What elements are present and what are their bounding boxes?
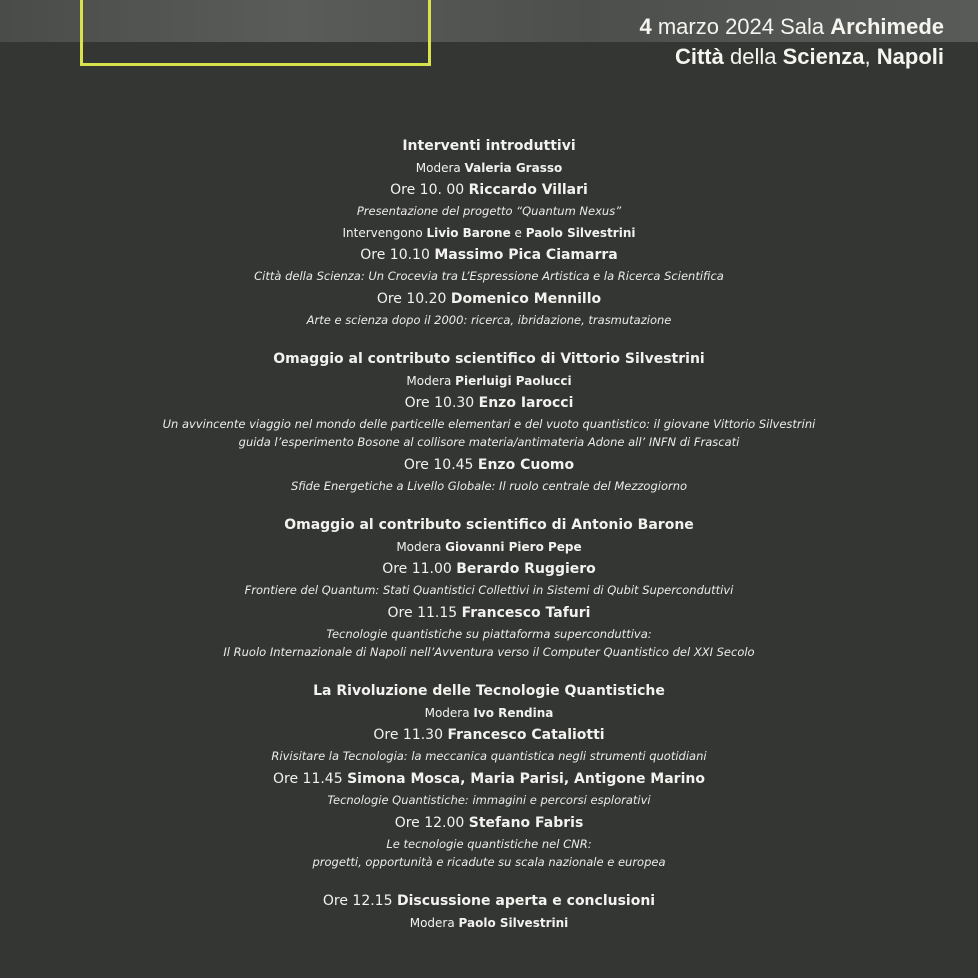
talk-speaker: Simona Mosca, Maria Parisi, Antigone Marino	[347, 771, 705, 787]
talk-title: Città della Scienza: Un Crocevia tra L’Espressione Artistica e la Ricerca Scientifica	[254, 269, 724, 283]
intro-label: Intervengono	[342, 226, 427, 240]
talk-title	[0, 835, 978, 871]
talk-title-line: Un avvincente viaggio nel mondo delle particelle elementari e del vuoto quantistico: il giovane Vittorio Silvestrini	[162, 417, 816, 431]
location-separator: ,	[864, 44, 877, 69]
speakers-intro	[0, 223, 978, 244]
talk-time: Ore 10.10	[360, 247, 435, 263]
talk-slot	[0, 724, 978, 747]
talk-title-line: progetti, opportunità e ricadute su scala nazionale e europea	[312, 855, 666, 869]
talk-title-line: Il Ruolo Internazionale di Napoli nell’Avventura verso il Computer Quantistico del XXI Secolo	[223, 645, 755, 659]
event-date-line	[639, 12, 944, 42]
talk-speaker: Berardo Ruggiero	[456, 561, 596, 577]
talk-title-line: Tecnologie quantistiche su piattaforma superconduttiva:	[326, 627, 652, 641]
program-section	[0, 679, 978, 871]
talk-time: Ore 10.45	[403, 457, 478, 473]
closing-title: Discussione aperta e conclusioni	[396, 893, 656, 909]
talk-title: Sfide Energetiche a Livello Globale: Il ruolo centrale del Mezzogiorno	[290, 479, 688, 493]
talk-slot	[0, 454, 978, 477]
location-word2: della	[723, 44, 783, 69]
talk-time: Ore 11.45	[273, 771, 348, 787]
talk-title: Tecnologie Quantistiche: immagini e percorsi esplorativi	[327, 793, 651, 807]
moderator-label: Modera	[396, 540, 446, 554]
talk-slot	[0, 288, 978, 311]
intro-person: Paolo Silvestrini	[525, 226, 636, 240]
talk-speaker: Enzo Cuomo	[477, 457, 575, 473]
talk-time: Ore 12.00	[394, 815, 469, 831]
location-word3: Scienza	[782, 44, 865, 69]
moderator-name: Paolo Silvestrini	[458, 916, 569, 930]
closing-slot	[0, 889, 978, 913]
talk-title-line: Le tecnologie quantistiche nel CNR:	[386, 837, 592, 851]
moderator-label: Modera	[406, 374, 456, 388]
talk-time: Ore 11.00	[382, 561, 457, 577]
talk-speaker: Domenico Mennillo	[450, 291, 602, 307]
moderator-name: Giovanni Piero Pepe	[445, 540, 582, 554]
talk-title: Presentazione del progetto “Quantum Nexus”	[356, 204, 622, 218]
moderator-name: Valeria Grasso	[464, 161, 563, 175]
talk-time: Ore 10.30	[404, 395, 479, 411]
event-info	[639, 12, 944, 72]
section-moderator	[0, 158, 978, 179]
intro-person: Livio Barone	[426, 226, 511, 240]
talk-speaker: Enzo Iarocci	[478, 395, 574, 411]
talk-title: Arte e scienza dopo il 2000: ricerca, ibridazione, trasmutazione	[306, 313, 672, 327]
talk-title	[0, 415, 978, 451]
venue-name: Archimede	[830, 14, 944, 39]
program-section	[0, 513, 978, 661]
program-schedule	[0, 134, 978, 952]
talk-title: Frontiere del Quantum: Stati Quantistici Collettivi in Sistemi di Qubit Superconduttivi	[244, 583, 734, 597]
moderator-label: Modera	[415, 161, 465, 175]
event-location-line	[639, 42, 944, 72]
talk-speaker: Stefano Fabris	[468, 815, 584, 831]
location-word1: Città	[674, 44, 724, 69]
event-month-year: marzo 2024	[651, 14, 781, 39]
event-day: 4	[639, 14, 652, 39]
location-city: Napoli	[876, 44, 944, 69]
moderator-name: Ivo Rendina	[473, 706, 554, 720]
talk-slot	[0, 558, 978, 581]
talk-title-line: guida l’esperimento Bosone al collisore materia/antimateria Adone all’ INFN di Frascati	[238, 435, 740, 449]
talk-slot	[0, 179, 978, 202]
section-moderator	[0, 537, 978, 558]
section-moderator	[0, 371, 978, 392]
talk-time: Ore 11.30	[373, 727, 448, 743]
section-title: Interventi introduttivi	[402, 138, 576, 154]
moderator-name: Pierluigi Paolucci	[455, 374, 572, 388]
talk-title: Rivisitare la Tecnologia: la meccanica quantistica negli strumenti quotidiani	[271, 749, 707, 763]
talk-time: Ore 12.15	[322, 893, 397, 909]
moderator-label: Modera	[424, 706, 474, 720]
talk-time: Ore 11.15	[387, 605, 462, 621]
talk-time: Ore 10.20	[376, 291, 451, 307]
talk-speaker: Massimo Pica Ciamarra	[434, 247, 618, 263]
talk-title	[0, 625, 978, 661]
talk-speaker: Francesco Tafuri	[461, 605, 591, 621]
moderator-label: Modera	[409, 916, 459, 930]
talk-speaker: Francesco Cataliotti	[447, 727, 605, 743]
venue-prefix: Sala	[780, 14, 831, 39]
program-section	[0, 347, 978, 495]
talk-slot	[0, 602, 978, 625]
talk-slot	[0, 768, 978, 791]
section-moderator	[0, 913, 978, 934]
talk-slot	[0, 392, 978, 415]
section-title: La Rivoluzione delle Tecnologie Quantistiche	[313, 683, 665, 699]
section-title: Omaggio al contributo scientifico di Vittorio Silvestrini	[273, 351, 705, 367]
closing-section	[0, 889, 978, 934]
intro-conjunction: e	[510, 226, 526, 240]
talk-speaker: Riccardo Villari	[468, 182, 588, 198]
talk-time: Ore 10. 00	[390, 182, 469, 198]
section-moderator	[0, 703, 978, 724]
section-title: Omaggio al contributo scientifico di Antonio Barone	[284, 517, 694, 533]
program-section	[0, 134, 978, 329]
yellow-frame-decoration	[80, 0, 431, 66]
talk-slot	[0, 812, 978, 835]
talk-slot	[0, 244, 978, 267]
